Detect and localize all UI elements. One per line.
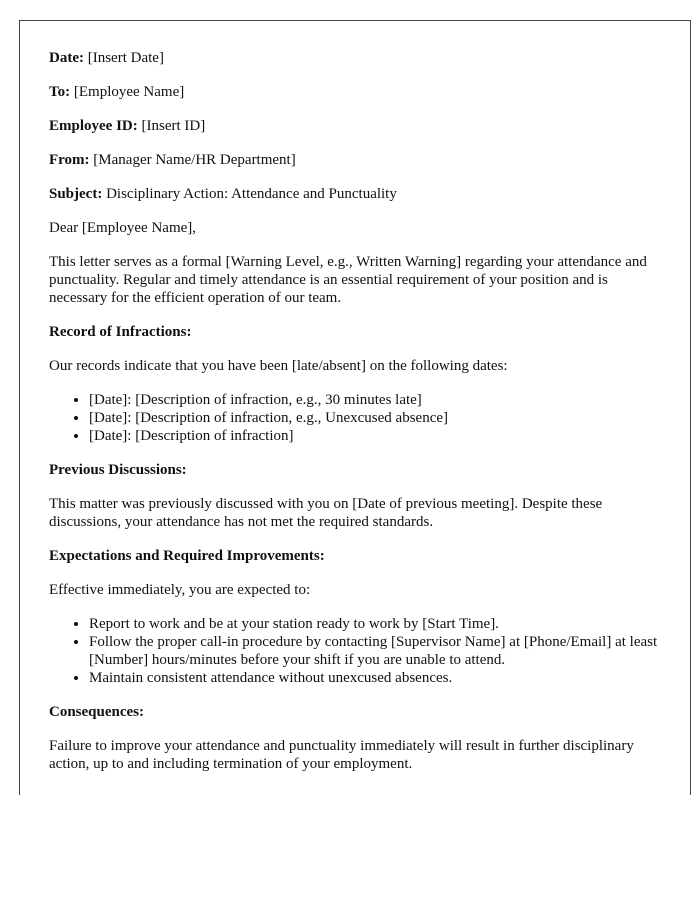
infractions-text: Our records indicate that you have been [late/absent] on the following dates: xyxy=(49,358,508,374)
consequences-text: Failure to improve your attendance and punctuality immediately will result in further disciplinary action, up to and including termination of your employment. xyxy=(49,738,634,772)
employee-id-line: Employee ID: [Insert ID] xyxy=(49,118,206,134)
list-item: • Report to work and be at your station ready to work by [Start Time]. xyxy=(89,615,662,633)
list-item: • Follow the proper call-in procedure by contacting [Supervisor Name] at [Phone/Email] at least [Number] hours/minutes before your shift if you are unable to attend. xyxy=(89,633,662,669)
consequences-heading: Consequences: xyxy=(49,704,145,720)
to-line: To: [Employee Name] xyxy=(49,84,185,100)
from-line: From: [Manager Name/HR Department] xyxy=(49,152,296,168)
list-item: • Maintain consistent attendance without unexcused absences. xyxy=(89,669,662,687)
subject-line: Subject: Disciplinary Action: Attendance and Punctuality xyxy=(49,186,397,202)
infractions-heading: Record of Infractions: xyxy=(49,324,192,340)
salutation: Dear [Employee Name], xyxy=(49,220,197,236)
expectations-text: Effective immediately, you are expected to: xyxy=(49,582,311,598)
date-line: Date: [Insert Date] xyxy=(49,50,164,66)
letter-document xyxy=(19,20,691,795)
list-item: • [Date]: [Description of infraction, e.g., Unexcused absence] xyxy=(89,409,662,427)
intro-paragraph: This letter serves as a formal [Warning Level, e.g., Written Warning] regarding your attendance and punctuality. Regular and timely attendance is an essential requirement of your position and is necessary for the efficient operation of our team. xyxy=(49,254,647,306)
previous-heading: Previous Discussions: xyxy=(49,462,187,478)
previous-text: This matter was previously discussed with you on [Date of previous meeting]. Despite these discussions, your attendance has not met the required standards. xyxy=(49,496,603,530)
list-item: • [Date]: [Description of infraction, e.g., 30 minutes late] xyxy=(89,391,662,409)
expectations-list xyxy=(49,615,662,687)
infractions-list xyxy=(49,391,662,445)
list-item: • [Date]: [Description of infraction] xyxy=(89,427,662,445)
expectations-heading: Expectations and Required Improvements: xyxy=(49,548,325,564)
